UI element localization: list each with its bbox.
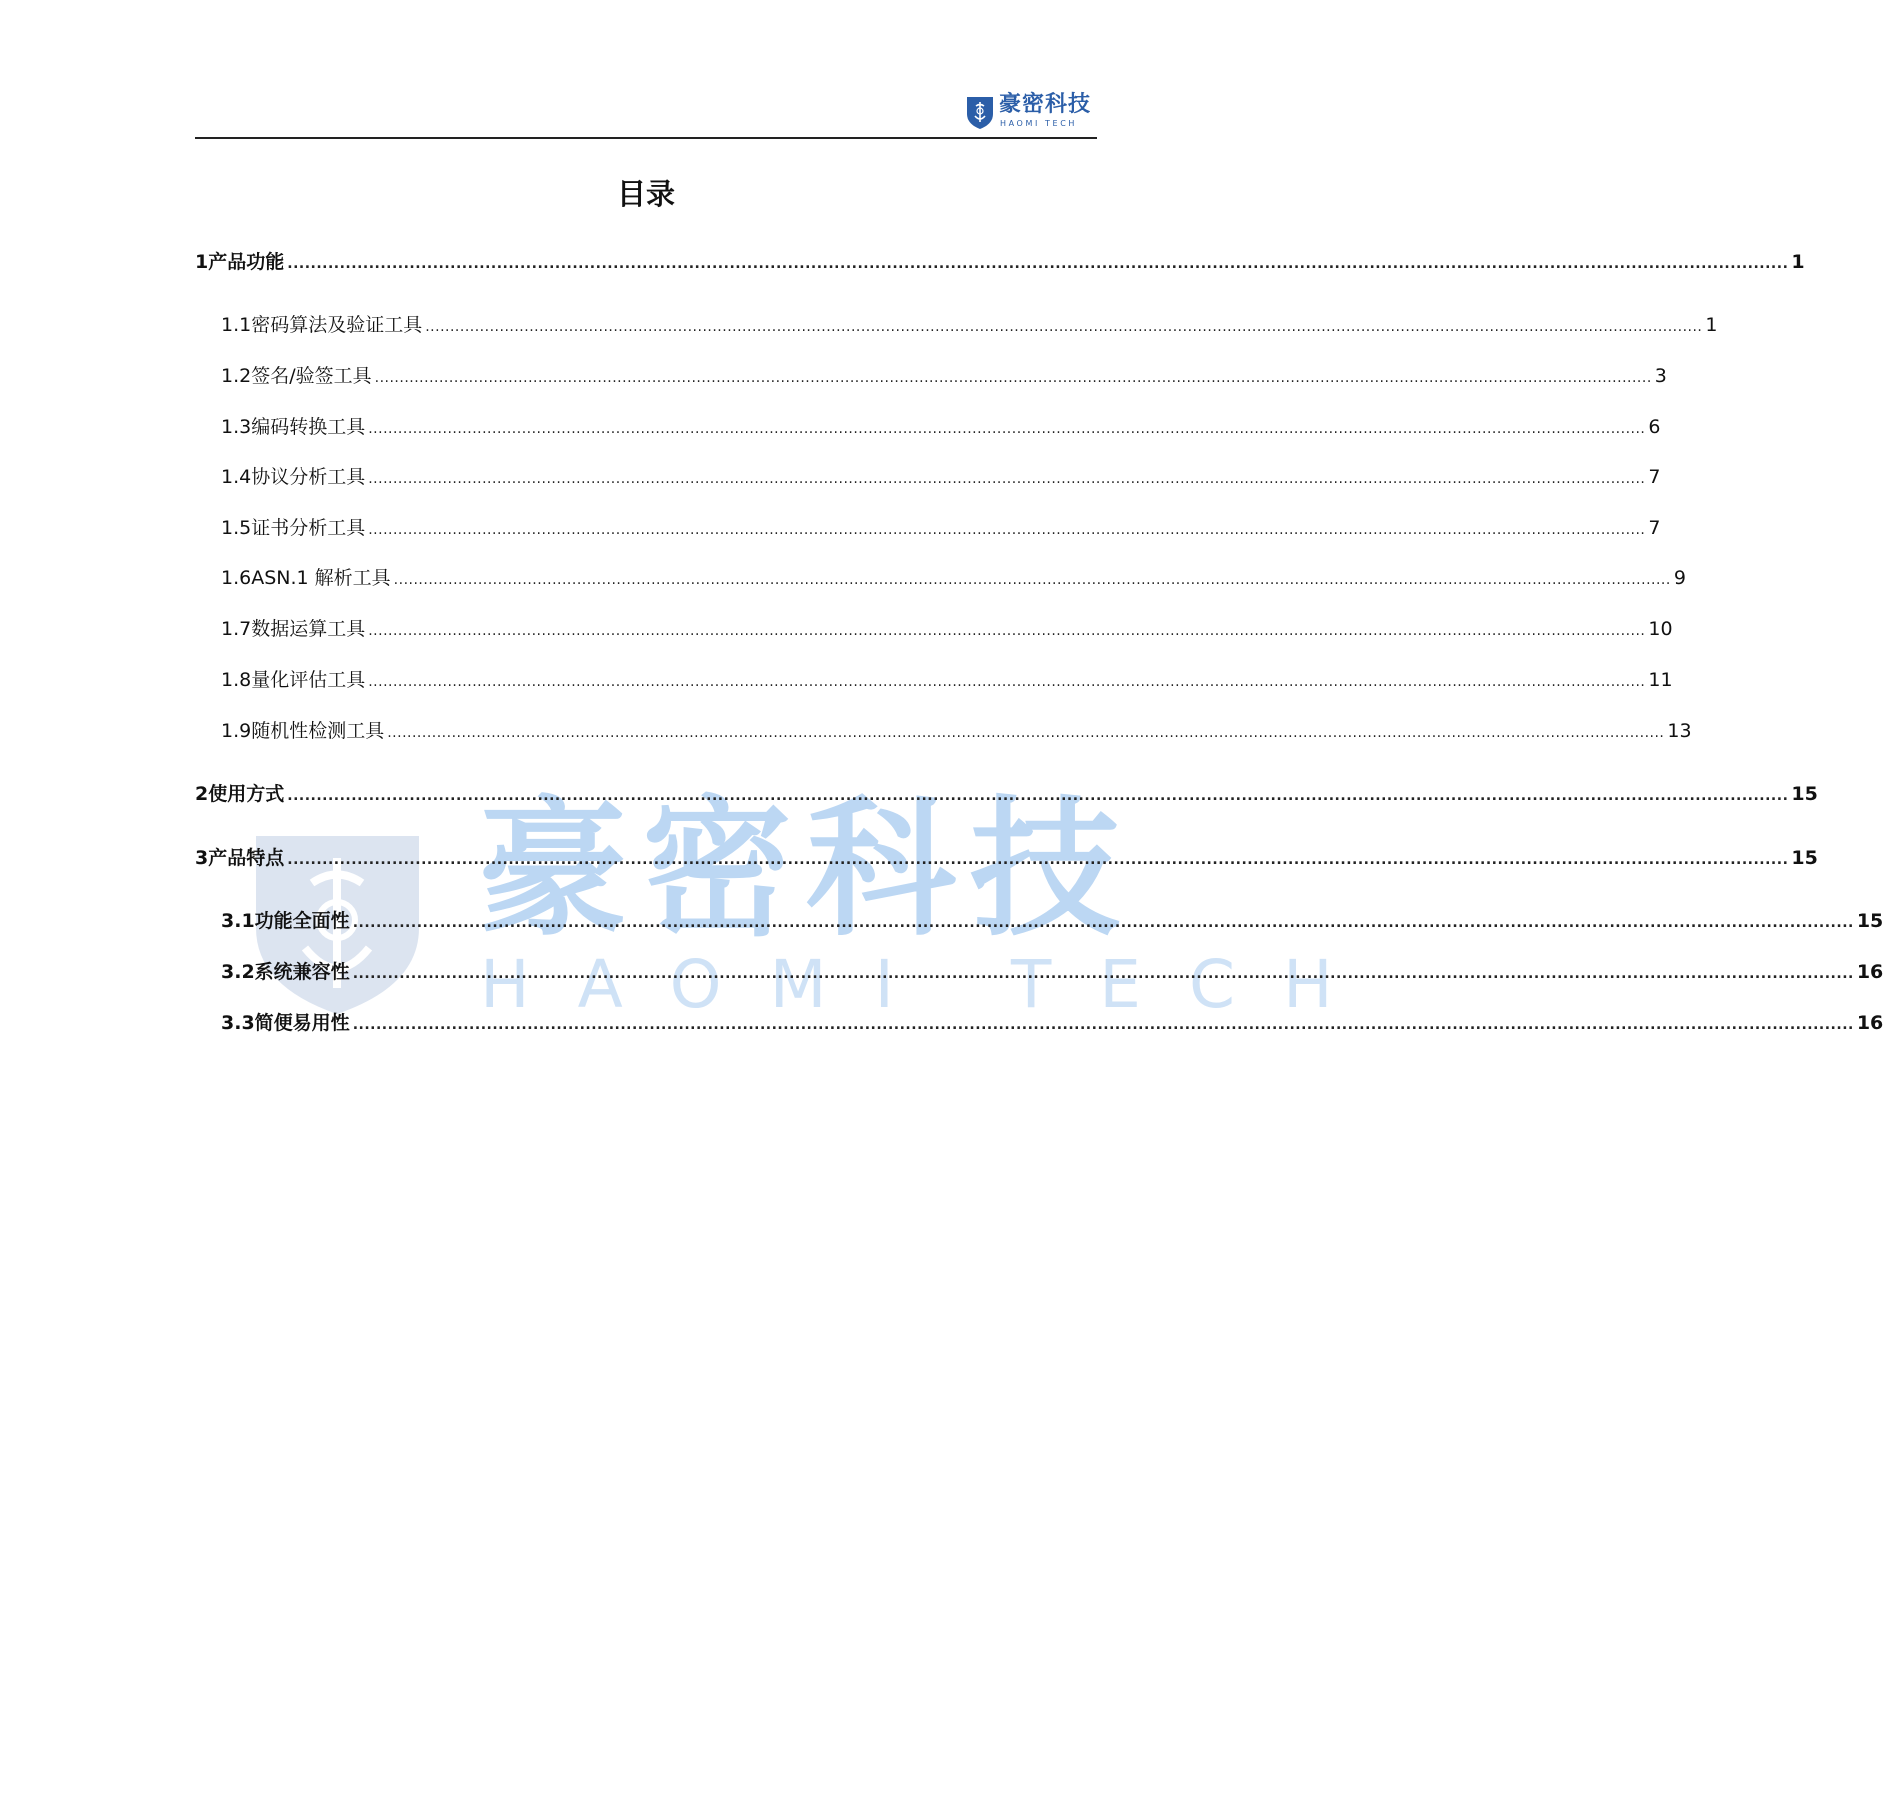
toc-entry-page: 7: [1648, 466, 1661, 488]
toc-leader-dots: [287, 781, 1788, 811]
toc-leader-dots: [375, 363, 1652, 393]
watermark-text-en: HAOMI TECH: [480, 946, 1381, 1023]
toc-entry-page: 1: [1705, 314, 1718, 336]
toc-entry[interactable]: [221, 361, 1667, 391]
toc-entry-number: 1.9: [221, 720, 252, 742]
toc-entry-title: 量化评估工具: [251, 669, 366, 691]
toc-entry[interactable]: [221, 1008, 1883, 1038]
toc-entry-title: 功能全面性: [254, 910, 350, 932]
toc-entry[interactable]: [221, 513, 1661, 543]
toc-entry[interactable]: [221, 665, 1673, 695]
toc-entry-title: 简便易用性: [254, 1012, 350, 1034]
toc-entry-title: 产品特点: [208, 847, 285, 869]
toc-leader-dots: [368, 515, 1645, 545]
toc-leader-dots: [368, 464, 1645, 494]
toc-entry[interactable]: [221, 957, 1883, 987]
toc-entry-title: 系统兼容性: [254, 961, 350, 983]
toc-entry-page: 16: [1856, 961, 1883, 983]
toc-entry[interactable]: [195, 247, 1805, 277]
watermark-text-cn: 豪密科技: [478, 783, 1135, 957]
toc-entry-page: 16: [1856, 1012, 1883, 1034]
toc-leader-dots: [394, 565, 1671, 595]
toc-entry-title: 使用方式: [208, 783, 285, 805]
toc-leader-dots: [353, 1010, 1854, 1040]
toc-entry-number: 1.3: [221, 416, 252, 438]
toc-entry-page: 10: [1648, 618, 1673, 640]
toc-leader-dots: [368, 414, 1645, 444]
toc-entry-number: 1.8: [221, 669, 252, 691]
toc-entry[interactable]: [221, 310, 1718, 340]
toc-entry-title: 编码转换工具: [251, 416, 366, 438]
toc-entry-page: 9: [1673, 567, 1686, 589]
toc-entry-page: 7: [1648, 517, 1661, 539]
toc-entry-number: 3.1: [221, 910, 255, 932]
toc-entry-number: 1: [195, 251, 209, 273]
toc-entry[interactable]: [195, 779, 1818, 809]
header-divider: [195, 137, 1097, 139]
brand-name-cn: 豪密科技: [999, 92, 1092, 117]
toc-entry-title: 随机性检测工具: [251, 720, 385, 742]
toc-entry-number: 3.3: [221, 1012, 255, 1034]
toc-entry-title: 数据运算工具: [251, 618, 366, 640]
toc-entry-page: 13: [1667, 720, 1692, 742]
toc-leader-dots: [368, 667, 1645, 697]
toc-entry-number: 1.4: [221, 466, 252, 488]
toc-entry[interactable]: [221, 412, 1661, 442]
toc-entry-number: 3: [195, 847, 209, 869]
toc-entry-page: 15: [1791, 783, 1818, 805]
toc-entry-title: 证书分析工具: [251, 517, 366, 539]
toc-leader-dots: [353, 908, 1854, 938]
toc-entry[interactable]: [221, 462, 1661, 492]
toc-leader-dots: [353, 959, 1854, 989]
toc-entry[interactable]: [221, 716, 1692, 746]
toc-entry-page: 6: [1648, 416, 1661, 438]
toc-leader-dots: [368, 616, 1645, 646]
toc-entry-title: 产品功能: [208, 251, 285, 273]
toc-entry-number: 1.1: [221, 314, 252, 336]
toc-entry-title: 签名/验签工具: [251, 365, 372, 387]
toc-entry-page: 3: [1654, 365, 1667, 387]
toc-entry-number: 2: [195, 783, 209, 805]
toc-entry-page: 15: [1791, 847, 1818, 869]
toc-leader-dots: [287, 845, 1788, 875]
toc-entry-page: 11: [1648, 669, 1673, 691]
toc-entry-title: 协议分析工具: [251, 466, 366, 488]
toc-leader-dots: [425, 312, 1702, 342]
toc-entry-number: 1.5: [221, 517, 252, 539]
toc-leader-dots: [387, 718, 1664, 748]
toc-entry[interactable]: [221, 906, 1883, 936]
brand-name-en: HAOMI TECH: [1000, 119, 1077, 128]
toc-entry[interactable]: [221, 563, 1686, 593]
toc-entry[interactable]: [195, 843, 1818, 873]
toc-entry-title: 密码算法及验证工具: [251, 314, 423, 336]
toc-entry[interactable]: [221, 614, 1673, 644]
toc-entry-number: 3.2: [221, 961, 255, 983]
toc-entry-title: ASN.1 解析工具: [251, 567, 391, 589]
company-logo: [965, 92, 1095, 132]
page-title: 目录: [616, 177, 675, 211]
toc-leader-dots: [287, 249, 1788, 279]
shield-logo-icon: [965, 94, 995, 130]
toc-entry-number: 1.2: [221, 365, 252, 387]
toc-entry-page: 1: [1791, 251, 1805, 273]
toc-entry-number: 1.6: [221, 567, 252, 589]
toc-entry-page: 15: [1856, 910, 1883, 932]
toc-entry-number: 1.7: [221, 618, 252, 640]
